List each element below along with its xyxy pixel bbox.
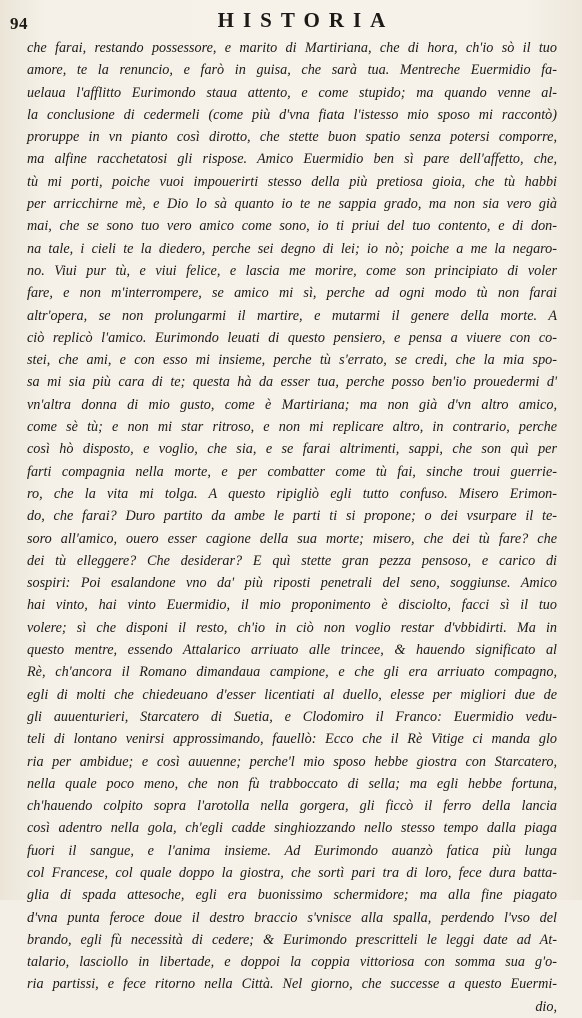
text-line: così hò disposto, e voglio, che sia, e se farai altrimenti, sappi, che son quì per: [27, 441, 557, 458]
text-line: ciò replicò l'amico. Eurimondo leuati di questo pensiero, e pensa a viuere con co-: [27, 329, 557, 346]
text-line: ro, che la vita mi tolga. A questo ripigliò egli tutto confuso. Misero Erimon-: [27, 485, 557, 502]
text-line: volere; sì che disponi il resto, ch'io in ciò non voglio restar d'vbbidirti. Ma in: [27, 619, 557, 636]
text-line: dei tù elleggere? Che desiderar? E quì stette gran pezza pensoso, e carico di: [27, 552, 557, 569]
text-line: ria per ambidue; e così auuenne; perche'l mio sposo hebbe giostra con Starcatero,: [27, 753, 557, 770]
text-line: mai, che se sono tuo vero amico come sono, io ti priui del tuo contento, e di don-: [27, 218, 557, 235]
text-line: questo mentre, essendo Attalarico arriuato alle trincee, & hauendo significato al: [27, 642, 557, 659]
text-line: vn'altra donna di mio gusto, come è Martiriana; ma non già d'vn altro amico,: [27, 396, 557, 413]
text-line: ria partissi, e fece ritorno nella Città. Nel giorno, che successe a questo Euermi-: [27, 976, 557, 993]
text-line: col Francese, col quale doppo la giostra, che sortì pari tra di loro, fece dura batta-: [27, 864, 557, 881]
text-line: proruppe in vn pianto così dirotto, che stette buon spatio senza potersi comporre,: [27, 129, 557, 146]
running-head: HISTORIA: [217, 8, 395, 32]
text-line: soro all'amico, ouero esser cagione della sua morte; misero, che dei tù fare? che: [27, 530, 557, 547]
text-line: dio,: [535, 998, 557, 1015]
text-line: tù mi porti, poiche vuoi impouerirti stesso della più pretiosa gioia, che tù habbi: [27, 173, 557, 190]
page-number: 94: [10, 14, 28, 33]
text-line: farti compagnia nella morte, e per combatter come tù fai, sinche troui guerrie-: [27, 463, 557, 480]
text-line: per arricchirne mè, e Dio lo sà quanto io te ne sappia grado, ma non sia vero già: [27, 196, 557, 213]
text-line: altr'opera, se non prolungarmi il martire, e mutarmi il genere della morte. A: [27, 307, 557, 324]
text-line: d'vna punta feroce doue il destro braccio s'vnisce alla spalla, perdendo l'vso del: [27, 909, 557, 926]
text-line: nella quale poco meno, che non fù trabboccato di sella; ma egli hebbe fortuna,: [27, 775, 557, 792]
text-line: teli di lontano venirsi approssimando, fauellò: Ecco che il Rè Vitige ci manda glo: [27, 731, 557, 748]
text-line: come sè tù; e non mi star ritroso, e non mi replicare altro, in contrario, perche: [27, 419, 557, 436]
text-line: stei, che ami, e con esso mi insieme, perche tù s'errato, se credi, che la mia spo-: [27, 352, 557, 369]
text-line: che farai, restando possessore, e marito di Martiriana, che di hora, ch'io sò il tuo: [27, 40, 557, 56]
text-line: do, che farai? Duro partito da ambe le parti ti si propone; o dei vsurpare il te-: [27, 508, 557, 525]
text-line: amore, te la renuncio, e farò in guisa, che sarà tua. Mentreche Euermidio fa-: [27, 62, 557, 79]
text-line: la conclusione di cedermeli (come più d'vna fiata l'istesso mio sposo mi raccontò): [27, 106, 557, 123]
text-line: hai vinto, hai vinto Euermidio, il mio proponimento è disciolto, facci sì il tuo: [27, 597, 557, 614]
text-line: fare, e non m'interrompere, se amico mi sì, perche ad ogni modo tù non farai: [27, 285, 557, 302]
text-line: glia di spada attesoche, egli era buonissimo schermidore; ma alla fine piagato: [27, 887, 557, 904]
text-line: no. Viui pur tù, e viui felice, e lascia me morire, come son principiato di voler: [27, 262, 557, 279]
text-line: talario, lasciollo in libertade, e doppoi la coppia vittoriosa con somma sua g'o-: [27, 954, 557, 971]
text-line: brando, egli fù necessità di cedere; & Eurimondo prescritteli le leggi date ad At-: [27, 931, 557, 948]
text-line: così adentro nella gola, ch'egli cadde singhiozzando nello stesso tempo dalla piaga: [27, 820, 557, 837]
text-line: sa mi sia più cara di te; questa hà da esser tua, perche posso ben'io prouedermi d': [27, 374, 557, 391]
text-line: gli auuenturieri, Starcatero di Suetia, e Clodomiro il Franco: Euermidio vedu-: [27, 708, 557, 725]
text-line: na tale, i cieli te la diedero, perche sei degno di lei; io nò; poiche a me la negaro-: [27, 240, 557, 257]
text-line: Rè, ch'ancora il Romano dimandaua campione, e che gli era arriuato compagno,: [27, 664, 557, 681]
text-line: ch'hauendo colpito sopra l'arotolla nella gorgera, gli ficcò il ferro della lancia: [27, 798, 557, 815]
text-line: uelaua l'afflitto Eurimondo staua attento, e come stupido; ma quando venne al-: [27, 84, 557, 101]
text-line: ma alfine racchetatosi gli rispose. Amico Euermidio ben sì pare dell'affetto, che,: [27, 151, 557, 168]
text-line: egli di molti che chiedeuano d'esser licentiati al duello, elesse per migliori due de: [27, 686, 557, 703]
body-text: [27, 37, 557, 1018]
text-line: sospiri: Poi esalandone vno da' più riposti penetrali del seno, soggiunse. Amico: [27, 575, 557, 592]
text-line: fuori il sangue, e l'anima insieme. Ad Eurimondo auanzò fatica più lunga: [27, 842, 557, 859]
